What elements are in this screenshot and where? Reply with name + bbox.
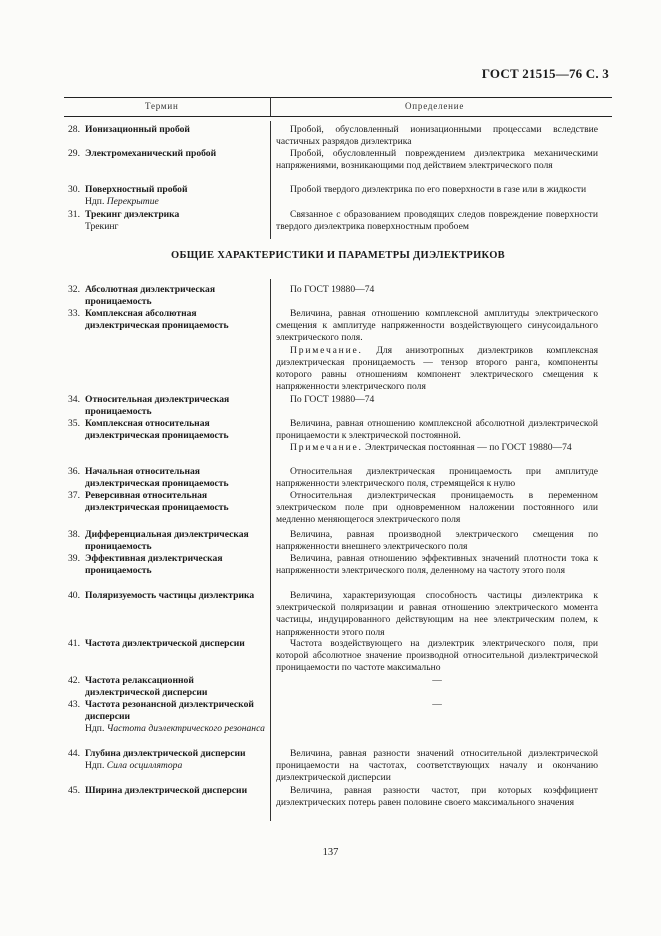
- term-number: 31.: [68, 209, 80, 220]
- term-definition: —: [432, 675, 442, 686]
- term-number: 43.: [68, 699, 80, 710]
- term-definition: Пробой, обусловленный ионизационными процессами вследствие частичных разрядов диэлектрика: [276, 124, 598, 148]
- term-number: 30.: [68, 184, 80, 195]
- term-definition: По ГОСТ 19880—74: [290, 394, 375, 405]
- term-definition: Величина, равная производной электрического смещения по напряженности внешнего электрического поля: [276, 529, 598, 553]
- document-header: ГОСТ 21515—76 С. 3: [481, 66, 609, 81]
- term-definition: Величина, равная разности значений относительной диэлектрической проницаемости на частотах, соответствующих началу и окончанию диэлектрической дисперсии: [276, 748, 598, 784]
- column-divider-top: [270, 121, 271, 239]
- term-number: 32.: [68, 284, 80, 295]
- term-name: Электромеханический пробой: [85, 148, 217, 159]
- term-definition: Величина, равная разности частот, при которых коэффициент диэлектрических потерь равен половине своего максимального значения: [276, 785, 598, 809]
- term-number: 35.: [68, 418, 80, 429]
- term-number: 41.: [68, 638, 80, 649]
- term-name: Глубина диэлектрической дисперсии: [85, 748, 246, 759]
- term-name: Частота релаксационной диэлектрической дисперсии: [85, 675, 208, 699]
- term-definition: По ГОСТ 19880—74: [290, 284, 375, 295]
- term-number: 29.: [68, 148, 80, 159]
- term-name: Ширина диэлектрической дисперсии: [85, 785, 248, 796]
- column-header-definition: Определение: [405, 101, 465, 111]
- term-number: 39.: [68, 553, 80, 564]
- term-definition: —: [432, 699, 442, 710]
- term-name: Поляризуемость частицы диэлектрика: [85, 590, 255, 601]
- term-number: 36.: [68, 466, 80, 477]
- term-definition: Величина, характеризующая способность частицы диэлектрика к электрической поляризации и равная отношению электрического момента частицы, индуцированного действующим на нее электрическим полем, к напряженности этого поля: [276, 590, 598, 638]
- term-name: Реверсивная относительная диэлектрическая проницаемость: [85, 490, 229, 514]
- term-name: Трекинг диэлектрика: [85, 209, 180, 220]
- term-name: Начальная относительная диэлектрическая проницаемость: [85, 466, 229, 490]
- term-definition: Пробой твердого диэлектрика по его поверхности в газе или в жидкости: [290, 184, 587, 195]
- term-number: 44.: [68, 748, 80, 759]
- term-name: Относительная диэлектрическая проницаемость: [85, 394, 230, 418]
- term-number: 40.: [68, 590, 80, 601]
- term-alt: Ндп. Частота диэлектрического резонанса: [85, 723, 265, 735]
- term-note: Примечание. Электрическая постоянная — по ГОСТ 19880—74: [290, 442, 572, 454]
- term-number: 28.: [68, 124, 80, 135]
- term-name: Эффективная диэлектрическая проницаемость: [85, 553, 223, 577]
- column-header-term: Термин: [145, 101, 179, 111]
- page-number: 137: [322, 847, 339, 858]
- term-number: 34.: [68, 394, 80, 405]
- term-name: Абсолютная диэлектрическая проницаемость: [85, 284, 216, 308]
- term-number: 45.: [68, 785, 80, 796]
- term-definition: Величина, равная отношению комплексной абсолютной диэлектрической проницаемости к электрической постоянной.: [276, 418, 598, 442]
- term-definition: Частота воздействующего на диэлектрик электрического поля, при которой абсолютное значение производной относительной диэлектрической проницаемости по частоте максимально: [276, 638, 598, 674]
- table-header-rule: [64, 116, 612, 117]
- term-definition: Относительная диэлектрическая проницаемость при амплитуде напряженности электрического поля, стремящейся к нулю: [276, 466, 598, 490]
- section-title: ОБЩИЕ ХАРАКТЕРИСТИКИ И ПАРАМЕТРЫ ДИЭЛЕКТРИКОВ: [171, 250, 505, 261]
- term-alt: Трекинг: [85, 221, 119, 233]
- term-definition: Связанное с образованием проводящих следов повреждение поверхности твердого диэлектрика поверхностным пробоем: [276, 209, 598, 233]
- term-name: Частота диэлектрической дисперсии: [85, 638, 245, 649]
- term-name: Комплексная относительная диэлектрическая проницаемость: [85, 418, 229, 442]
- term-number: 38.: [68, 529, 80, 540]
- term-definition: Относительная диэлектрическая проницаемость в переменном электрическом поле при одновременном наложении постоянного или медленно меняющегося электрического поля: [276, 490, 598, 526]
- term-number: 42.: [68, 675, 80, 686]
- term-number: 37.: [68, 490, 80, 501]
- term-name: Дифференциальная диэлектрическая проницаемость: [85, 529, 249, 553]
- term-note: Примечание. Для анизотропных диэлектриков комплексная диэлектрическая проницаемость — тензор второго ранга, компоненты которого равны отношениям компонент электрического смещения к напряженности электрического поля: [276, 344, 598, 393]
- term-alt: Ндп. Перекрытие: [85, 196, 159, 208]
- term-definition: Пробой, обусловленный повреждением диэлектрика механическими напряжениями, возникающими под действием электрического поля: [276, 148, 598, 172]
- term-definition: Величина, равная отношению комплексной амплитуды электрического смещения к амплитуде напряженности воздействующего синусоидального электрического поля.: [276, 308, 598, 344]
- term-name: Поверхностный пробой: [85, 184, 188, 195]
- term-alt: Ндп. Сила осциллятора: [85, 760, 183, 772]
- term-name: Частота резонансной диэлектрической дисперсии: [85, 699, 254, 723]
- term-name: Комплексная абсолютная диэлектрическая проницаемость: [85, 308, 229, 332]
- column-divider-main: [270, 279, 271, 821]
- term-definition: Величина, равная отношению эффективных значений плотности тока к напряженности электрического поля, деленному на частоту этого поля: [276, 553, 598, 577]
- table-top-rule: [64, 97, 612, 98]
- term-number: 33.: [68, 308, 80, 319]
- column-divider-header: [270, 97, 271, 116]
- term-name: Ионизационный пробой: [85, 124, 190, 135]
